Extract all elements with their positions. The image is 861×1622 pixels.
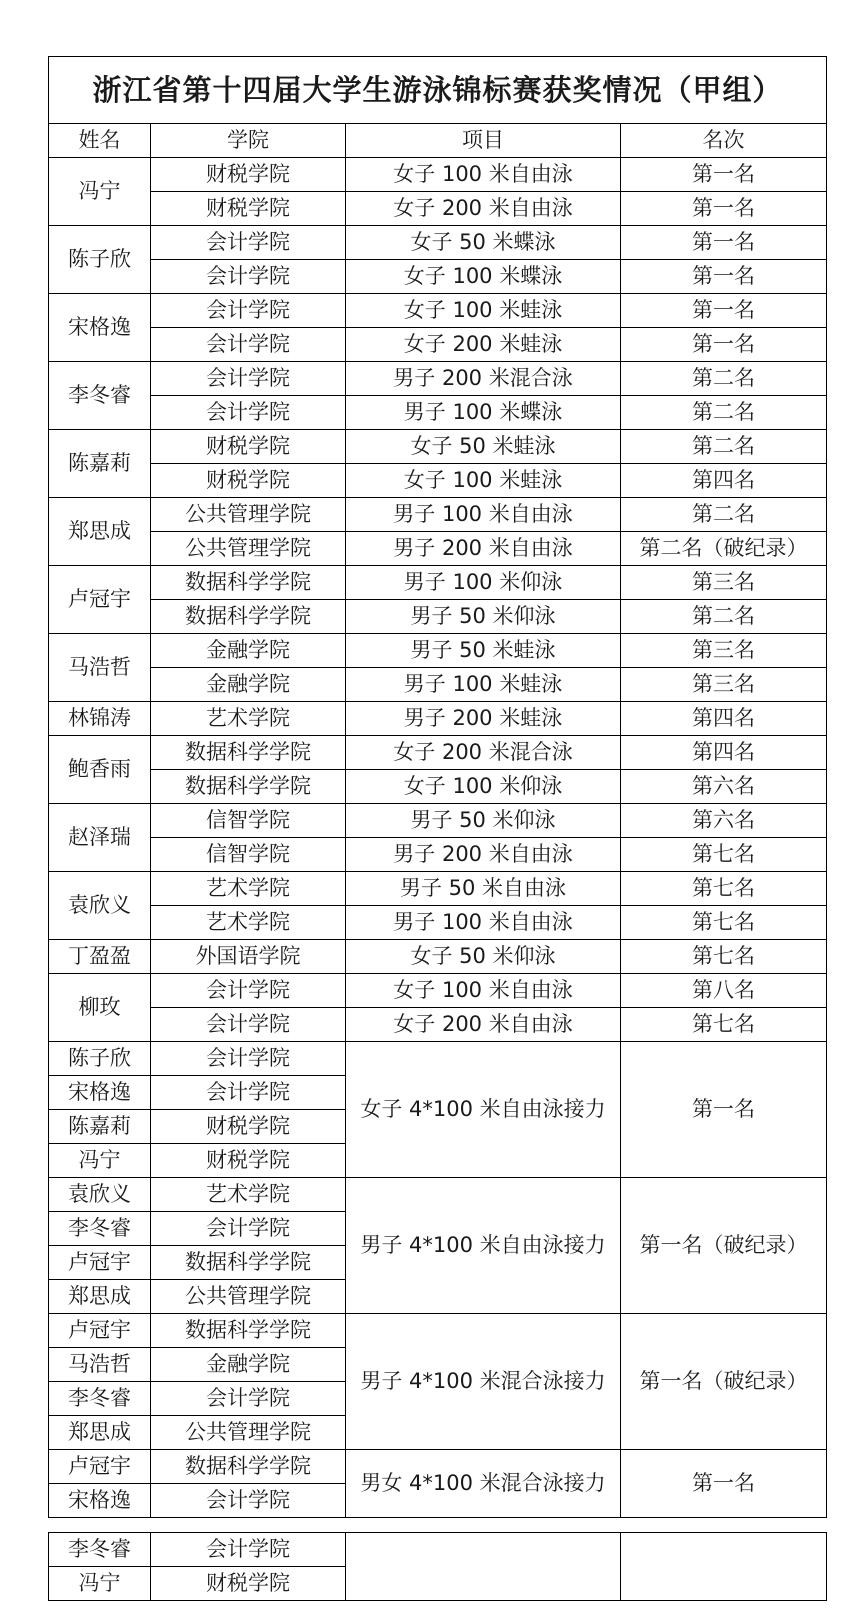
- college-cell: 艺术学院: [151, 906, 346, 940]
- event-cell: 男子 50 米蛙泳: [346, 634, 621, 668]
- page-title: 浙江省第十四届大学生游泳锦标赛获奖情况（甲组）: [49, 57, 827, 124]
- relay-row: [49, 1533, 827, 1567]
- table-row: [49, 702, 827, 736]
- relay-member-name-cell: 卢冠宇: [49, 1246, 151, 1280]
- event-cell: 男子 200 米混合泳: [346, 362, 621, 396]
- relay-member-name-cell: 卢冠宇: [49, 1450, 151, 1484]
- college-cell: 信智学院: [151, 804, 346, 838]
- college-cell: 会计学院: [151, 260, 346, 294]
- athlete-name-cell: 丁盈盈: [49, 940, 151, 974]
- relay-member-college-cell: 会计学院: [151, 1484, 346, 1518]
- rank-cell: 第二名: [621, 600, 827, 634]
- college-cell: 信智学院: [151, 838, 346, 872]
- college-cell: 公共管理学院: [151, 532, 346, 566]
- event-cell: 女子 50 米仰泳: [346, 940, 621, 974]
- college-cell: 财税学院: [151, 464, 346, 498]
- college-cell: 会计学院: [151, 294, 346, 328]
- athlete-name-cell: 郑思成: [49, 498, 151, 566]
- college-cell: 会计学院: [151, 396, 346, 430]
- event-cell: 男子 100 米自由泳: [346, 498, 621, 532]
- relay-member-college-cell: 数据科学学院: [151, 1246, 346, 1280]
- rank-cell: 第二名: [621, 396, 827, 430]
- table-row: [49, 362, 827, 396]
- athlete-name-cell: 赵泽瑞: [49, 804, 151, 872]
- relay-member-name-cell: 郑思成: [49, 1416, 151, 1450]
- college-cell: 会计学院: [151, 226, 346, 260]
- rank-cell: 第四名: [621, 464, 827, 498]
- rank-cell: 第七名: [621, 838, 827, 872]
- relay-member-name-cell: 李冬睿: [49, 1533, 151, 1567]
- relay-member-name-cell: 冯宁: [49, 1567, 151, 1601]
- table-row: [49, 736, 827, 770]
- rank-cell: 第四名: [621, 702, 827, 736]
- relay-rank-cell: 第一名: [621, 1042, 827, 1178]
- event-cell: 男子 200 米蛙泳: [346, 702, 621, 736]
- relay-member-college-cell: 数据科学学院: [151, 1450, 346, 1484]
- title-row: [49, 57, 827, 124]
- athlete-name-cell: 陈子欣: [49, 226, 151, 294]
- table-row: [49, 430, 827, 464]
- athlete-name-cell: 鲍香雨: [49, 736, 151, 804]
- relay-rank-cell: 第一名（破纪录）: [621, 1178, 827, 1314]
- relay-row: [49, 1450, 827, 1484]
- table-row: [49, 906, 827, 940]
- relay-rank-cell: [621, 1533, 827, 1601]
- table-row: [49, 396, 827, 430]
- college-cell: 会计学院: [151, 328, 346, 362]
- event-cell: 男子 200 米自由泳: [346, 532, 621, 566]
- event-cell: 男子 100 米自由泳: [346, 906, 621, 940]
- rank-cell: 第一名: [621, 192, 827, 226]
- college-cell: 数据科学学院: [151, 566, 346, 600]
- column-header-college: 学院: [151, 124, 346, 158]
- event-cell: 男子 100 米蝶泳: [346, 396, 621, 430]
- column-header-event: 项目: [346, 124, 621, 158]
- rank-cell: 第三名: [621, 634, 827, 668]
- table-row: [49, 804, 827, 838]
- relay-row: [49, 1178, 827, 1212]
- header-row: [49, 124, 827, 158]
- rank-cell: 第七名: [621, 1008, 827, 1042]
- athlete-name-cell: 冯宁: [49, 158, 151, 226]
- college-cell: 公共管理学院: [151, 498, 346, 532]
- relay-member-college-cell: 公共管理学院: [151, 1280, 346, 1314]
- relay-member-college-cell: 会计学院: [151, 1042, 346, 1076]
- relay-member-college-cell: 财税学院: [151, 1567, 346, 1601]
- relay-member-name-cell: 陈子欣: [49, 1042, 151, 1076]
- table-row: [49, 770, 827, 804]
- athlete-name-cell: 袁欣义: [49, 872, 151, 940]
- relay-member-name-cell: 宋格逸: [49, 1076, 151, 1110]
- athlete-name-cell: 卢冠宇: [49, 566, 151, 634]
- event-cell: 男子 50 米仰泳: [346, 804, 621, 838]
- relay-rank-cell: 第一名（破纪录）: [621, 1314, 827, 1450]
- rank-cell: 第二名: [621, 430, 827, 464]
- college-cell: 财税学院: [151, 430, 346, 464]
- rank-cell: 第六名: [621, 804, 827, 838]
- relay-member-name-cell: 袁欣义: [49, 1178, 151, 1212]
- relay-row: [49, 1314, 827, 1348]
- column-header-rank: 名次: [621, 124, 827, 158]
- table-row: [49, 260, 827, 294]
- event-cell: 女子 100 米自由泳: [346, 158, 621, 192]
- table-row: [49, 294, 827, 328]
- table-row: [49, 158, 827, 192]
- event-cell: 女子 200 米蛙泳: [346, 328, 621, 362]
- relay-event-cell: [346, 1533, 621, 1601]
- college-cell: 艺术学院: [151, 872, 346, 906]
- relay-member-college-cell: 金融学院: [151, 1348, 346, 1382]
- relay-member-name-cell: 李冬睿: [49, 1382, 151, 1416]
- table-row: [49, 328, 827, 362]
- event-cell: 女子 100 米蝶泳: [346, 260, 621, 294]
- athlete-name-cell: 陈嘉莉: [49, 430, 151, 498]
- event-cell: 男子 50 米仰泳: [346, 600, 621, 634]
- awards-table-continuation: [48, 1532, 827, 1601]
- event-cell: 女子 100 米蛙泳: [346, 294, 621, 328]
- relay-member-college-cell: 财税学院: [151, 1144, 346, 1178]
- rank-cell: 第七名: [621, 872, 827, 906]
- event-cell: 男子 50 米自由泳: [346, 872, 621, 906]
- table-row: [49, 226, 827, 260]
- relay-member-college-cell: 数据科学学院: [151, 1314, 346, 1348]
- relay-member-name-cell: 卢冠宇: [49, 1314, 151, 1348]
- event-cell: 女子 200 米混合泳: [346, 736, 621, 770]
- table-row: [49, 464, 827, 498]
- rank-cell: 第七名: [621, 940, 827, 974]
- event-cell: 女子 200 米自由泳: [346, 192, 621, 226]
- college-cell: 数据科学学院: [151, 600, 346, 634]
- athlete-name-cell: 马浩哲: [49, 634, 151, 702]
- rank-cell: 第一名: [621, 226, 827, 260]
- column-header-name: 姓名: [49, 124, 151, 158]
- athlete-name-cell: 李冬睿: [49, 362, 151, 430]
- athlete-name-cell: 宋格逸: [49, 294, 151, 362]
- rank-cell: 第一名: [621, 328, 827, 362]
- awards-table: [48, 56, 827, 1518]
- table-row: [49, 634, 827, 668]
- relay-event-cell: 女子 4*100 米自由泳接力: [346, 1042, 621, 1178]
- athlete-name-cell: 柳玫: [49, 974, 151, 1042]
- college-cell: 财税学院: [151, 192, 346, 226]
- table-row: [49, 974, 827, 1008]
- relay-member-name-cell: 冯宁: [49, 1144, 151, 1178]
- rank-cell: 第七名: [621, 906, 827, 940]
- relay-member-college-cell: 公共管理学院: [151, 1416, 346, 1450]
- college-cell: 会计学院: [151, 1008, 346, 1042]
- rank-cell: 第三名: [621, 566, 827, 600]
- table-row: [49, 1008, 827, 1042]
- event-cell: 男子 100 米仰泳: [346, 566, 621, 600]
- relay-event-cell: 男子 4*100 米混合泳接力: [346, 1314, 621, 1450]
- event-cell: 女子 100 米自由泳: [346, 974, 621, 1008]
- table-row: [49, 566, 827, 600]
- rank-cell: 第四名: [621, 736, 827, 770]
- event-cell: 女子 100 米蛙泳: [346, 464, 621, 498]
- table-row: [49, 838, 827, 872]
- rank-cell: 第三名: [621, 668, 827, 702]
- college-cell: 金融学院: [151, 668, 346, 702]
- event-cell: 女子 50 米蝶泳: [346, 226, 621, 260]
- relay-member-name-cell: 宋格逸: [49, 1484, 151, 1518]
- rank-cell: 第一名: [621, 260, 827, 294]
- table-row: [49, 192, 827, 226]
- college-cell: 数据科学学院: [151, 770, 346, 804]
- relay-event-cell: 男女 4*100 米混合泳接力: [346, 1450, 621, 1518]
- relay-member-name-cell: 李冬睿: [49, 1212, 151, 1246]
- college-cell: 数据科学学院: [151, 736, 346, 770]
- college-cell: 会计学院: [151, 974, 346, 1008]
- event-cell: 男子 100 米蛙泳: [346, 668, 621, 702]
- event-cell: 女子 100 米仰泳: [346, 770, 621, 804]
- relay-member-college-cell: 会计学院: [151, 1382, 346, 1416]
- college-cell: 会计学院: [151, 362, 346, 396]
- rank-cell: 第一名: [621, 294, 827, 328]
- rank-cell: 第二名: [621, 362, 827, 396]
- event-cell: 女子 200 米自由泳: [346, 1008, 621, 1042]
- college-cell: 财税学院: [151, 158, 346, 192]
- athlete-name-cell: 林锦涛: [49, 702, 151, 736]
- table-row: [49, 872, 827, 906]
- college-cell: 艺术学院: [151, 702, 346, 736]
- rank-cell: 第八名: [621, 974, 827, 1008]
- relay-row: [49, 1042, 827, 1076]
- event-cell: 女子 50 米蛙泳: [346, 430, 621, 464]
- relay-member-name-cell: 马浩哲: [49, 1348, 151, 1382]
- table-row: [49, 668, 827, 702]
- relay-member-college-cell: 财税学院: [151, 1110, 346, 1144]
- relay-rank-cell: 第一名: [621, 1450, 827, 1518]
- college-cell: 金融学院: [151, 634, 346, 668]
- relay-member-name-cell: 郑思成: [49, 1280, 151, 1314]
- event-cell: 男子 200 米自由泳: [346, 838, 621, 872]
- relay-member-name-cell: 陈嘉莉: [49, 1110, 151, 1144]
- relay-member-college-cell: 会计学院: [151, 1076, 346, 1110]
- rank-cell: 第一名: [621, 158, 827, 192]
- relay-member-college-cell: 艺术学院: [151, 1178, 346, 1212]
- rank-cell: 第二名: [621, 498, 827, 532]
- relay-member-college-cell: 会计学院: [151, 1533, 346, 1567]
- rank-cell: 第六名: [621, 770, 827, 804]
- table-row: [49, 532, 827, 566]
- table-row: [49, 940, 827, 974]
- relay-member-college-cell: 会计学院: [151, 1212, 346, 1246]
- table-row: [49, 600, 827, 634]
- rank-cell: 第二名（破纪录）: [621, 532, 827, 566]
- college-cell: 外国语学院: [151, 940, 346, 974]
- table-row: [49, 498, 827, 532]
- relay-event-cell: 男子 4*100 米自由泳接力: [346, 1178, 621, 1314]
